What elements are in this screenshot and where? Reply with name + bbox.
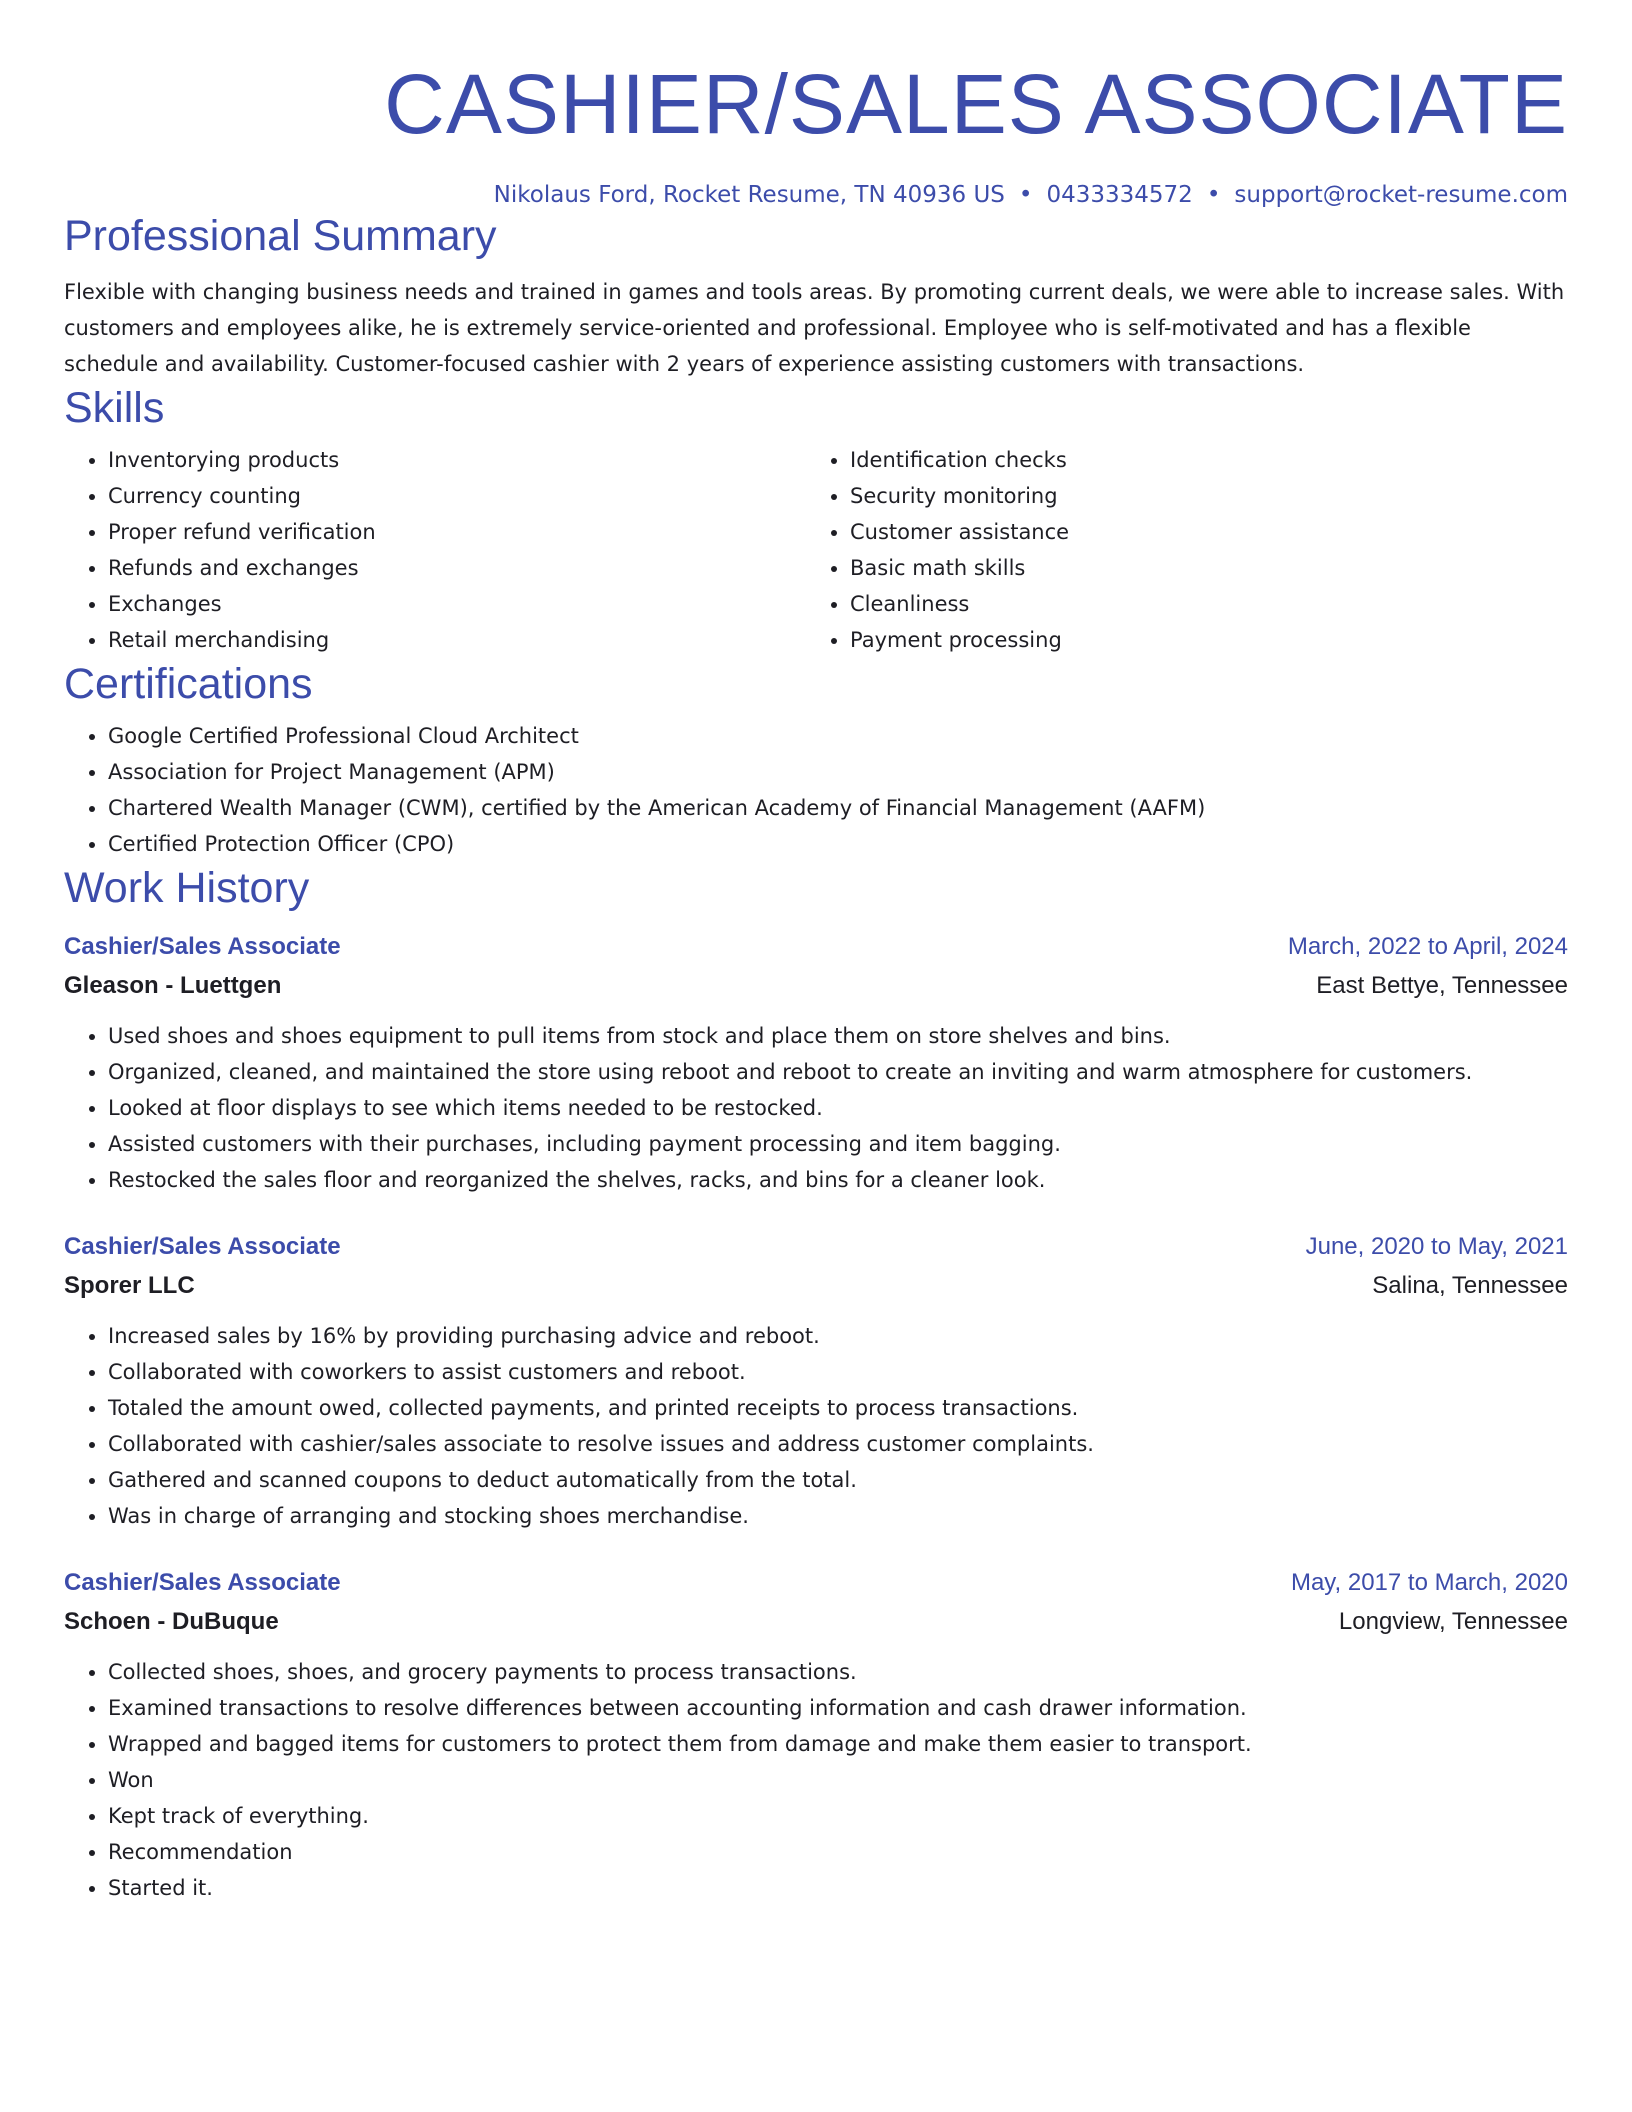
skills-column-right [806,442,1548,658]
skill-item: • Exchanges [108,586,806,622]
job-company: Gleason - Luettgen [64,972,282,999]
certifications-list [64,718,1568,862]
job-company-row [64,966,1568,1006]
job-title: Cashier/Sales Associate [64,933,341,960]
job-bullet: • Looked at floor displays to see which items needed to be restocked. [108,1090,1568,1126]
skills-column-left [64,442,806,658]
job-bullet: • Increased sales by 16% by providing purchasing advice and reboot. [108,1318,1568,1354]
skill-item: • Identification checks [850,442,1548,478]
summary-section [64,210,1568,382]
job-bullet: • Used shoes and shoes equipment to pull items from stock and place them on store shelves and bins. [108,1018,1568,1054]
skill-item: • Refunds and exchanges [108,550,806,586]
contact-separator: • [1206,182,1221,208]
job-header-row [64,1564,1568,1602]
work-history-heading: Work History [64,864,310,912]
skills-columns [64,442,1568,658]
summary-text: Flexible with changing business needs and trained in games and tools areas. By promoting current deals, we were able to increase sales. With customers and employees alike, he is extremely service-oriented and professional. Employee who is self-motivated and has a flexible schedule and availability. Customer-focused cashier with 2 years of experience assisting customers with transactions. [64,280,1565,376]
job-bullet: • Organized, cleaned, and maintained the store using reboot and reboot to create an inviting and warm atmosphere for customers. [108,1054,1568,1090]
skill-item: • Payment processing [850,622,1548,658]
resume-page [64,0,1568,1906]
skill-item: • Inventorying products [108,442,806,478]
job-bullet: • Recommendation [108,1834,1568,1870]
certification-item: • Google Certified Professional Cloud Architect [108,718,1568,754]
job-title: Cashier/Sales Associate [64,1569,341,1596]
job-bullet: • Assisted customers with their purchases, including payment processing and item bagging. [108,1126,1568,1162]
skill-item: • Customer assistance [850,514,1548,550]
job-header-row [64,928,1568,966]
job-dates: May, 2017 to March, 2020 [1290,1569,1568,1596]
skill-item: • Security monitoring [850,478,1548,514]
certification-item: • Association for Project Management (APM) [108,754,1568,790]
job-bullet: • Kept track of everything. [108,1798,1568,1834]
job-bullet: • Examined transactions to resolve differences between accounting information and cash drawer information. [108,1690,1568,1726]
job-company: Sporer LLC [64,1272,195,1299]
job-dates: March, 2022 to April, 2024 [1287,933,1568,960]
skill-item: • Basic math skills [850,550,1548,586]
skill-item: • Currency counting [108,478,806,514]
job-bullet: • Won [108,1762,1568,1798]
job-company-row [64,1266,1568,1306]
skills-heading: Skills [64,384,165,432]
contact-address: Nikolaus Ford, Rocket Resume, TN 40936 US [493,182,1005,208]
job-bullet: • Was in charge of arranging and stocking shoes merchandise. [108,1498,1568,1534]
job-dates: June, 2020 to May, 2021 [1305,1233,1568,1260]
certification-item: • Certified Protection Officer (CPO) [108,826,1568,862]
contact-line [64,180,1568,210]
job-bullets [64,1654,1568,1906]
job-bullet: • Gathered and scanned coupons to deduct automatically from the total. [108,1462,1568,1498]
job-company-row [64,1602,1568,1642]
job-bullet: • Collaborated with coworkers to assist customers and reboot. [108,1354,1568,1390]
certifications-heading: Certifications [64,660,313,708]
contact-separator: • [1018,182,1033,208]
contact-email: support@rocket-resume.com [1234,182,1568,208]
skills-list-right [806,442,1548,658]
skills-list-left [64,442,806,658]
job-entry [64,1564,1568,1906]
job-header-row [64,1228,1568,1266]
job-location: Salina, Tennessee [1372,1272,1568,1299]
work-history-section [64,862,1568,1906]
resume-title: CASHIER/SALES ASSOCIATE [384,57,1568,151]
skill-item: • Proper refund verification [108,514,806,550]
certification-item: • Chartered Wealth Manager (CWM), certified by the American Academy of Financial Management (AAFM) [108,790,1568,826]
summary-heading: Professional Summary [64,212,497,260]
job-bullet: • Collaborated with cashier/sales associate to resolve issues and address customer complaints. [108,1426,1568,1462]
job-title: Cashier/Sales Associate [64,1233,341,1260]
job-location: Longview, Tennessee [1338,1608,1568,1635]
contact-phone: 0433334572 [1046,182,1193,208]
job-location: East Bettye, Tennessee [1316,972,1568,999]
certifications-section [64,658,1568,862]
job-bullet: • Totaled the amount owed, collected payments, and printed receipts to process transactions. [108,1390,1568,1426]
job-entry [64,928,1568,1198]
skills-section [64,382,1568,658]
job-bullets [64,1318,1568,1534]
job-bullet: • Restocked the sales floor and reorganized the shelves, racks, and bins for a cleaner look. [108,1162,1568,1198]
job-bullet: • Wrapped and bagged items for customers to protect them from damage and make them easier to transport. [108,1726,1568,1762]
job-company: Schoen - DuBuque [64,1608,279,1635]
job-bullets [64,1018,1568,1198]
skill-item: • Retail merchandising [108,622,806,658]
job-entry [64,1228,1568,1534]
job-bullet: • Collected shoes, shoes, and grocery payments to process transactions. [108,1654,1568,1690]
job-bullet: • Started it. [108,1870,1568,1906]
skill-item: • Cleanliness [850,586,1548,622]
